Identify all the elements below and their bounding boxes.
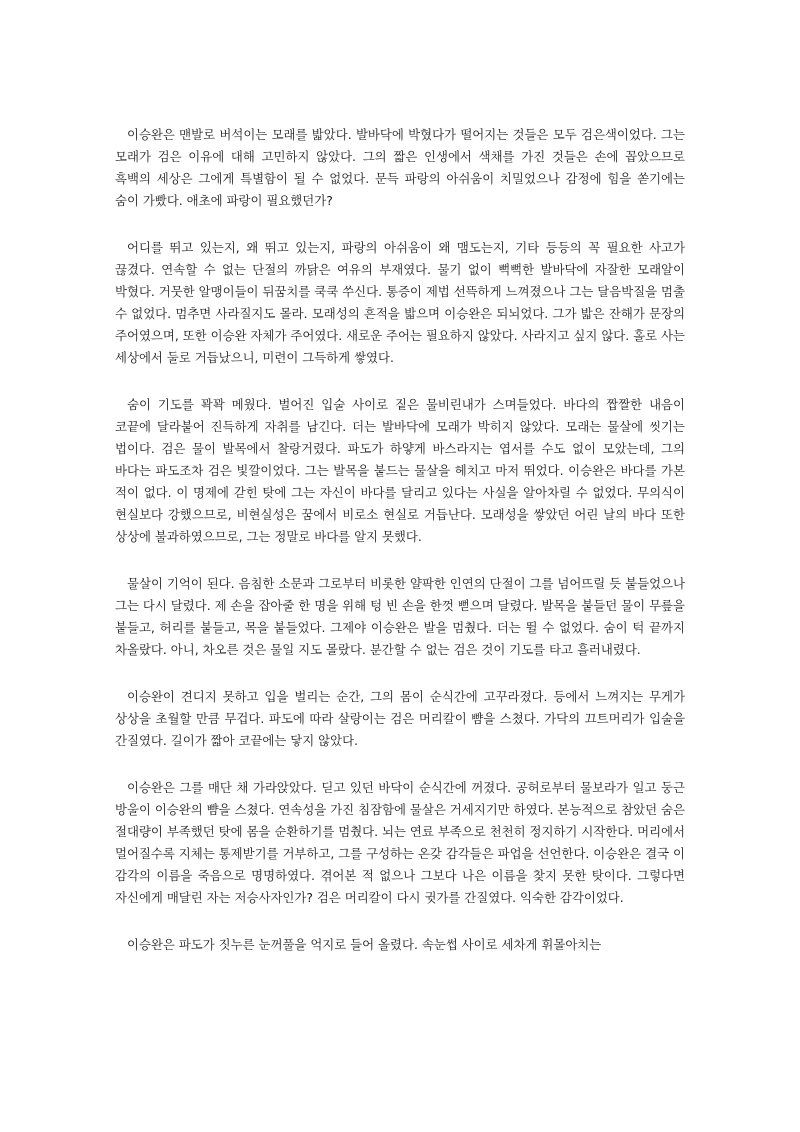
paragraph-7: 이승완은 파도가 짓누른 눈꺼풀을 억지로 들어 올렸다. 속눈썹 사이로 세차게 휘몰아치는: [127, 937, 602, 952]
paragraph-3: 숨이 기도를 꽉꽉 메웠다. 벌어진 입술 사이로 짙은 물비린내가 스며들었다. 바다의 짭짤한 내음이 코끝에 달라붙어 진득하게 자취를 남긴다. 더는 발바닥에 모래가 박히지 않았다. 모래는 물살에 씻기는 법이다. 검은 물이 발목에서 찰랑거렸다. 파도가 하얗게 바스라지는 엽서를 수도 없이 모았는데, 그의 바다는 파도조차 검은 빛깔이었다. 그는 발목을 붙드는 물살을 헤치고 마저 뛰었다. 이승완은 바다를 가본 적이 없다. 이 명제에 갇힌 탓에 그는 자신이 바다를 달리고 있다는 사실을 알아차릴 수 없었다. 무의식이 현실보다 강했으므로, 비현실성은 꿈에서 비로소 현실로 거듭난다. 모래성을 쌓았던 어린 날의 바다 또한 상상에 불과하였으므로, 그는 정말로 바다를 알지 못했다.: [115, 397, 685, 544]
paragraph-5: 이승완이 견디지 못하고 입을 벌리는 순간, 그의 몸이 순식간에 고꾸라졌다. 등에서 느껴지는 무게가 상상을 초월할 만큼 무겁다. 파도에 따라 살랑이는 검은 머리칼이 뺨을 스쳤다. 가닥의 끄트머리가 입술을 간질였다. 길이가 짧아 코끝에는 닿지 않았다.: [115, 689, 685, 748]
paragraph-2: 어디를 뛰고 있는지, 왜 뛰고 있는지, 파랑의 아쉬움이 왜 맴도는지, 기타 등등의 꼭 필요한 사고가 끊겼다. 연속할 수 없는 단절의 까닭은 여유의 부재였다. 물기 없이 뻑뻑한 발바닥에 자잘한 모래알이 박혔다. 거뭇한 알맹이들이 뒤꿈치를 쿡쿡 쑤신다. 통증이 제법 선뜩하게 느껴졌으나 그는 달음박질을 멈출 수 없었다. 멈추면 사라질지도 몰라. 모래성의 흔적을 밟으며 이승완은 되뇌었다. 그가 밟은 잔해가 문장의 주어였으며, 또한 이승완 자체가 주어였다. 새로운 주어는 필요하지 않았다. 사라지고 싶지 않다. 홀로 사는 세상에서 둘로 거듭났으니, 미련이 그득하게 쌓였다.: [115, 240, 685, 365]
document-body: [115, 124, 685, 956]
paragraph-6: 이승완은 그를 매단 채 가라앉았다. 딛고 있던 바닥이 순식간에 꺼졌다. 공허로부터 물보라가 일고 둥근 방울이 이승완의 뺨을 스쳤다. 연속성을 가진 침잠함에 물살은 거세지기만 하였다. 본능적으로 참았던 숨은 절대량이 부족했던 탓에 몸을 순환하기를 멈췄다. 뇌는 연료 부족으로 천천히 정지하기 시작한다. 머리에서 멀어질수록 지체는 통제받기를 거부하고, 그를 구성하는 온갖 감각들은 파업을 선언한다. 이승완은 결국 이 감각의 이름을 죽음으로 명명하였다. 겪어본 적 없으나 그보다 나은 이름을 찾지 못한 탓이다. 그렇다면 자신에게 매달린 자는 저승사자인가? 검은 머리칼이 다시 귓가를 간질였다. 익숙한 감각이었다.: [115, 780, 685, 905]
paragraph-1: 이승완은 맨발로 버석이는 모래를 밟았다. 발바닥에 박혔다가 떨어지는 것들은 모두 검은색이었다. 그는 모래가 검은 이유에 대해 고민하지 않았다. 그의 짧은 인생에서 색채를 가진 것들은 손에 꼽았으므로 흑백의 세상은 그에게 특별함이 될 수 없었다. 문득 파랑의 아쉬움이 치밀었으나 감정에 힘을 쏟기에는 숨이 가빴다. 애초에 파랑이 필요했던가?: [115, 127, 685, 208]
paragraph-4: 물살이 기억이 된다. 음침한 소문과 그로부터 비롯한 얄팍한 인연의 단절이 그를 넘어뜨릴 듯 붙들었으나 그는 다시 달렸다. 제 손을 잡아줄 한 명을 위해 텅 빈 손을 한껏 뻗으며 달렸다. 발목을 붙들던 물이 무릎을 붙들고, 허리를 붙들고, 목을 붙들었다. 그제야 이승완은 발을 멈췄다. 더는 뛸 수 없었다. 숨이 턱 끝까지 차올랐다. 아니, 차오른 것은 물일 지도 몰랐다. 분간할 수 없는 검은 것이 기도를 타고 흘러내렸다.: [115, 576, 685, 657]
